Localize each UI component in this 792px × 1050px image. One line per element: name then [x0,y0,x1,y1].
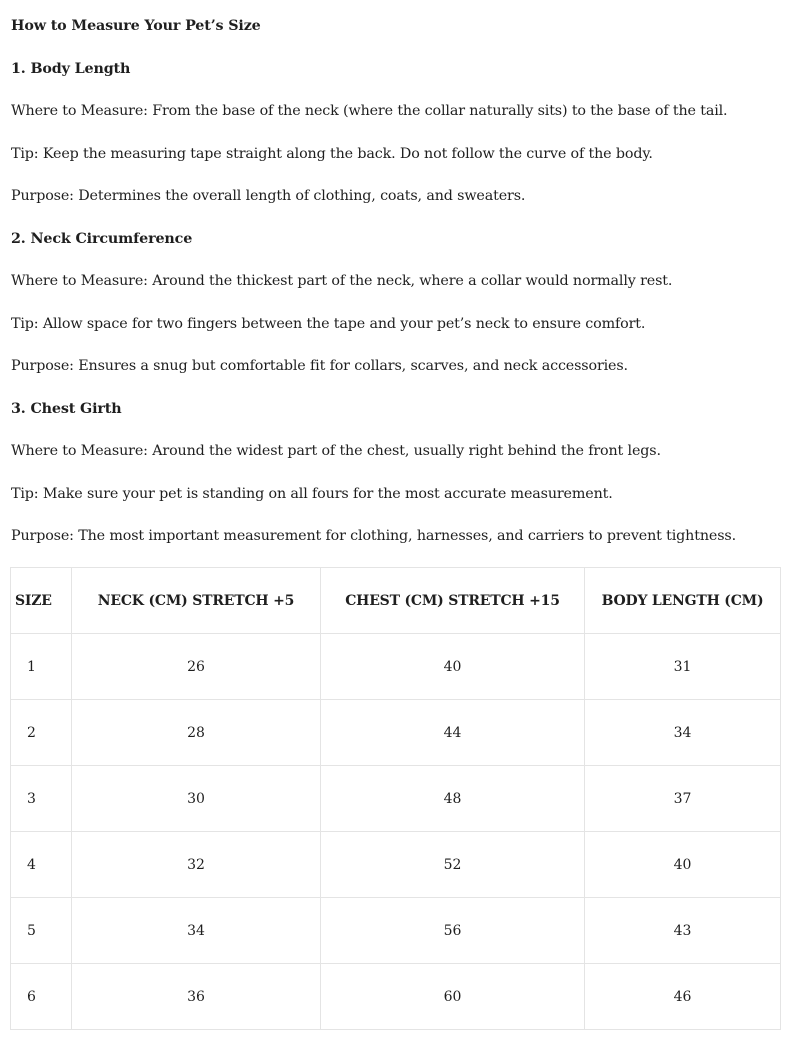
table-row [11,700,781,766]
body-length-cell: 37 [585,766,781,832]
neck-cell: 28 [72,700,321,766]
chest-where: Where to Measure: Around the widest part of the chest, usually right behind the front legs. [11,443,661,459]
header-body-length: BODY LENGTH (CM) [585,568,781,634]
neck-cell: 34 [72,898,321,964]
section-heading-chest-girth: 3. Chest Girth [11,401,122,417]
body-length-cell: 34 [585,700,781,766]
page-title: How to Measure Your Pet’s Size [11,18,261,34]
body-length-where: Where to Measure: From the base of the neck (where the collar naturally sits) to the base of the tail. [11,103,728,119]
size-cell: 5 [11,898,72,964]
size-cell: 3 [11,766,72,832]
table-row [11,832,781,898]
chest-cell: 60 [321,964,585,1030]
body-length-tip: Tip: Keep the measuring tape straight along the back. Do not follow the curve of the body. [11,146,653,162]
chest-tip: Tip: Make sure your pet is standing on all fours for the most accurate measurement. [11,486,613,502]
header-neck: NECK (CM) STRETCH +5 [72,568,321,634]
chest-purpose: Purpose: The most important measurement for clothing, harnesses, and carriers to prevent tightness. [11,528,736,544]
body-length-cell: 40 [585,832,781,898]
chest-cell: 56 [321,898,585,964]
table-row [11,634,781,700]
neck-cell: 36 [72,964,321,1030]
neck-where: Where to Measure: Around the thickest part of the neck, where a collar would normally rest. [11,273,673,289]
neck-tip: Tip: Allow space for two fingers between the tape and your pet’s neck to ensure comfort. [11,316,646,332]
table-row [11,898,781,964]
table-row [11,766,781,832]
chest-cell: 52 [321,832,585,898]
body-length-cell: 43 [585,898,781,964]
table-header-row [11,568,781,634]
header-size: SIZE [11,568,72,634]
neck-cell: 26 [72,634,321,700]
table-row [11,964,781,1030]
body-length-purpose: Purpose: Determines the overall length of clothing, coats, and sweaters. [11,188,526,204]
size-cell: 2 [11,700,72,766]
body-length-cell: 31 [585,634,781,700]
neck-cell: 30 [72,766,321,832]
size-cell: 4 [11,832,72,898]
header-chest: CHEST (CM) STRETCH +15 [321,568,585,634]
size-chart-table [10,567,781,1030]
size-cell: 1 [11,634,72,700]
section-heading-neck-circumference: 2. Neck Circumference [11,231,193,247]
neck-purpose: Purpose: Ensures a snug but comfortable fit for collars, scarves, and neck accessories. [11,358,628,374]
section-heading-body-length: 1. Body Length [11,61,131,77]
chest-cell: 44 [321,700,585,766]
chest-cell: 48 [321,766,585,832]
size-cell: 6 [11,964,72,1030]
body-length-cell: 46 [585,964,781,1030]
chest-cell: 40 [321,634,585,700]
neck-cell: 32 [72,832,321,898]
